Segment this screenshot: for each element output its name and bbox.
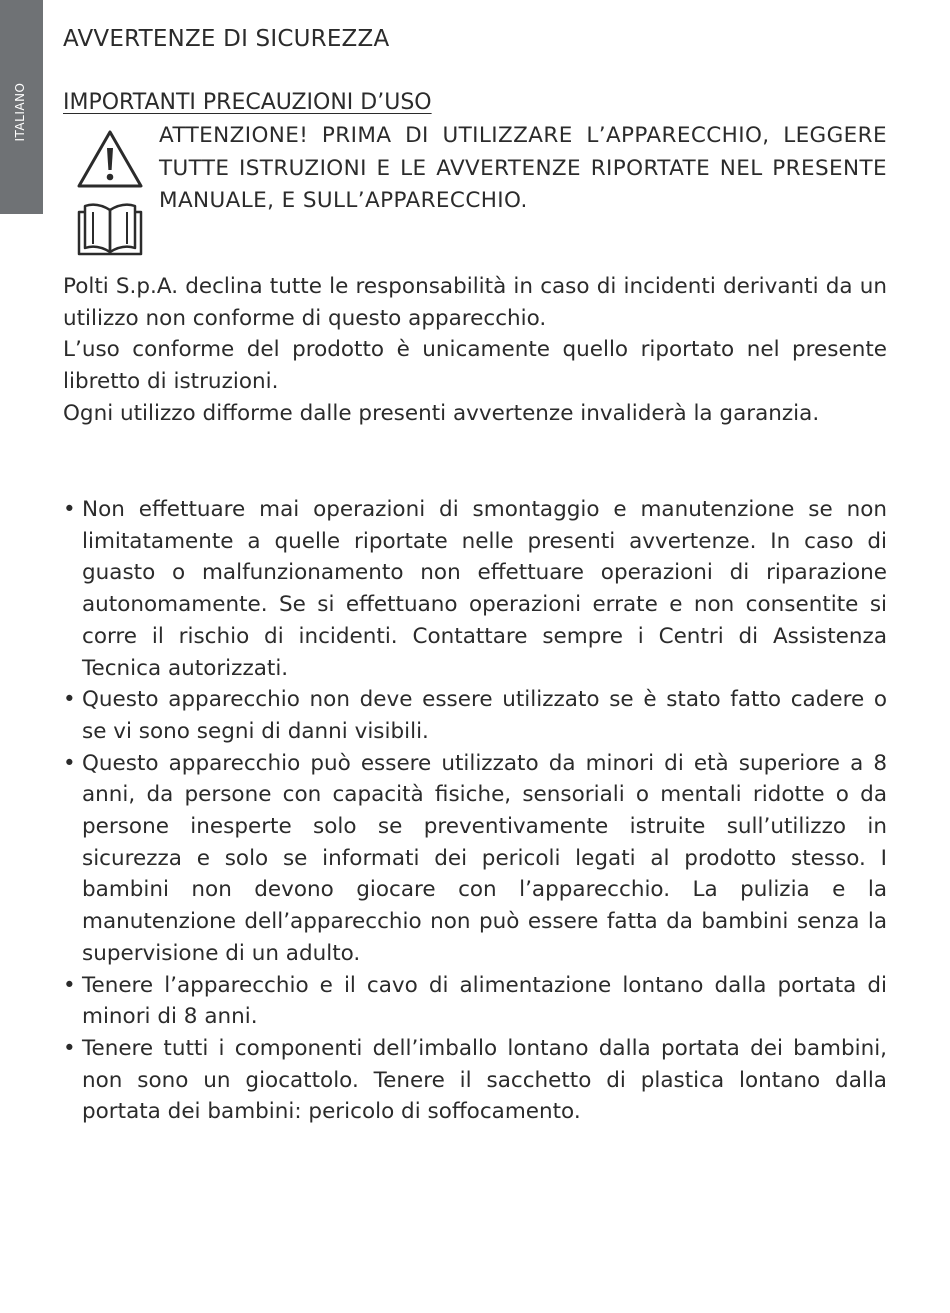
bullet-item: • Questo apparecchio non deve essere utilizzato se è stato fatto cadere o se vi sono segni di danni visibili. [63, 684, 887, 747]
warning-triangle-icon [76, 128, 144, 190]
intro-paragraph: Ogni utilizzo difforme dalle presenti avvertenze invaliderà la garanzia. [63, 400, 820, 426]
intro-text [63, 271, 887, 430]
safety-bullet-list [63, 494, 887, 1128]
bullet-item: • Tenere tutti i componenti dell’imballo lontano dalla portata dei bambini, non sono un giocattolo. Tenere il sacchetto di plastica lontano dalla portata dei bambini: pericolo di soffocamento. [63, 1033, 887, 1128]
language-label: ITALIANO [13, 82, 27, 142]
warning-notice: ATTENZIONE! PRIMA DI UTILIZZARE L’APPARECCHIO, LEGGERE TUTTE ISTRUZIONI E LE AVVERTENZE RIPORTATE NEL PRESENTE MANUALE, E SULL’APPARECCHIO. [159, 123, 887, 213]
intro-paragraph: L’uso conforme del prodotto è unicamente quello riportato nel presente libretto di istruzioni. [63, 337, 887, 395]
open-book-icon [75, 198, 145, 258]
subsection-title: IMPORTANTI PRECAUZIONI D’USO [63, 90, 432, 115]
language-side-tab [0, 0, 43, 214]
bullet-item: • Tenere l’apparecchio e il cavo di alimentazione lontano dalla portata di minori di 8 anni. [63, 970, 887, 1033]
bullet-item: • Non effettuare mai operazioni di smontaggio e manutenzione se non limitatamente a quelle riportate nelle presenti avvertenze. In caso di guasto o malfunzionamento non effettuare operazioni di riparazione autonomamente. Se si effettuano operazioni errate e non consentite si corre il rischio di incidenti. Contattare sempre i Centri di Assistenza Tecnica autorizzati. [63, 494, 887, 684]
bullet-item: • Questo apparecchio può essere utilizzato da minori di età superiore a 8 anni, da persone con capacità fisiche, sensoriali o mentali ridotte o da persone inesperte solo se preventivamente istruite sull’utilizzo in sicurezza e solo se informati dei pericoli legati al prodotto stesso. I bambini non devono giocare con l’apparecchio. La pulizia e la manutenzione dell’apparecchio non può essere fatta da bambini senza la supervisione di un adulto. [63, 748, 887, 970]
intro-paragraph: Polti S.p.A. declina tutte le responsabilità in caso di incidenti derivanti da un utilizzo non conforme di questo apparecchio. [63, 274, 887, 331]
section-title: AVVERTENZE DI SICUREZZA [63, 26, 390, 52]
